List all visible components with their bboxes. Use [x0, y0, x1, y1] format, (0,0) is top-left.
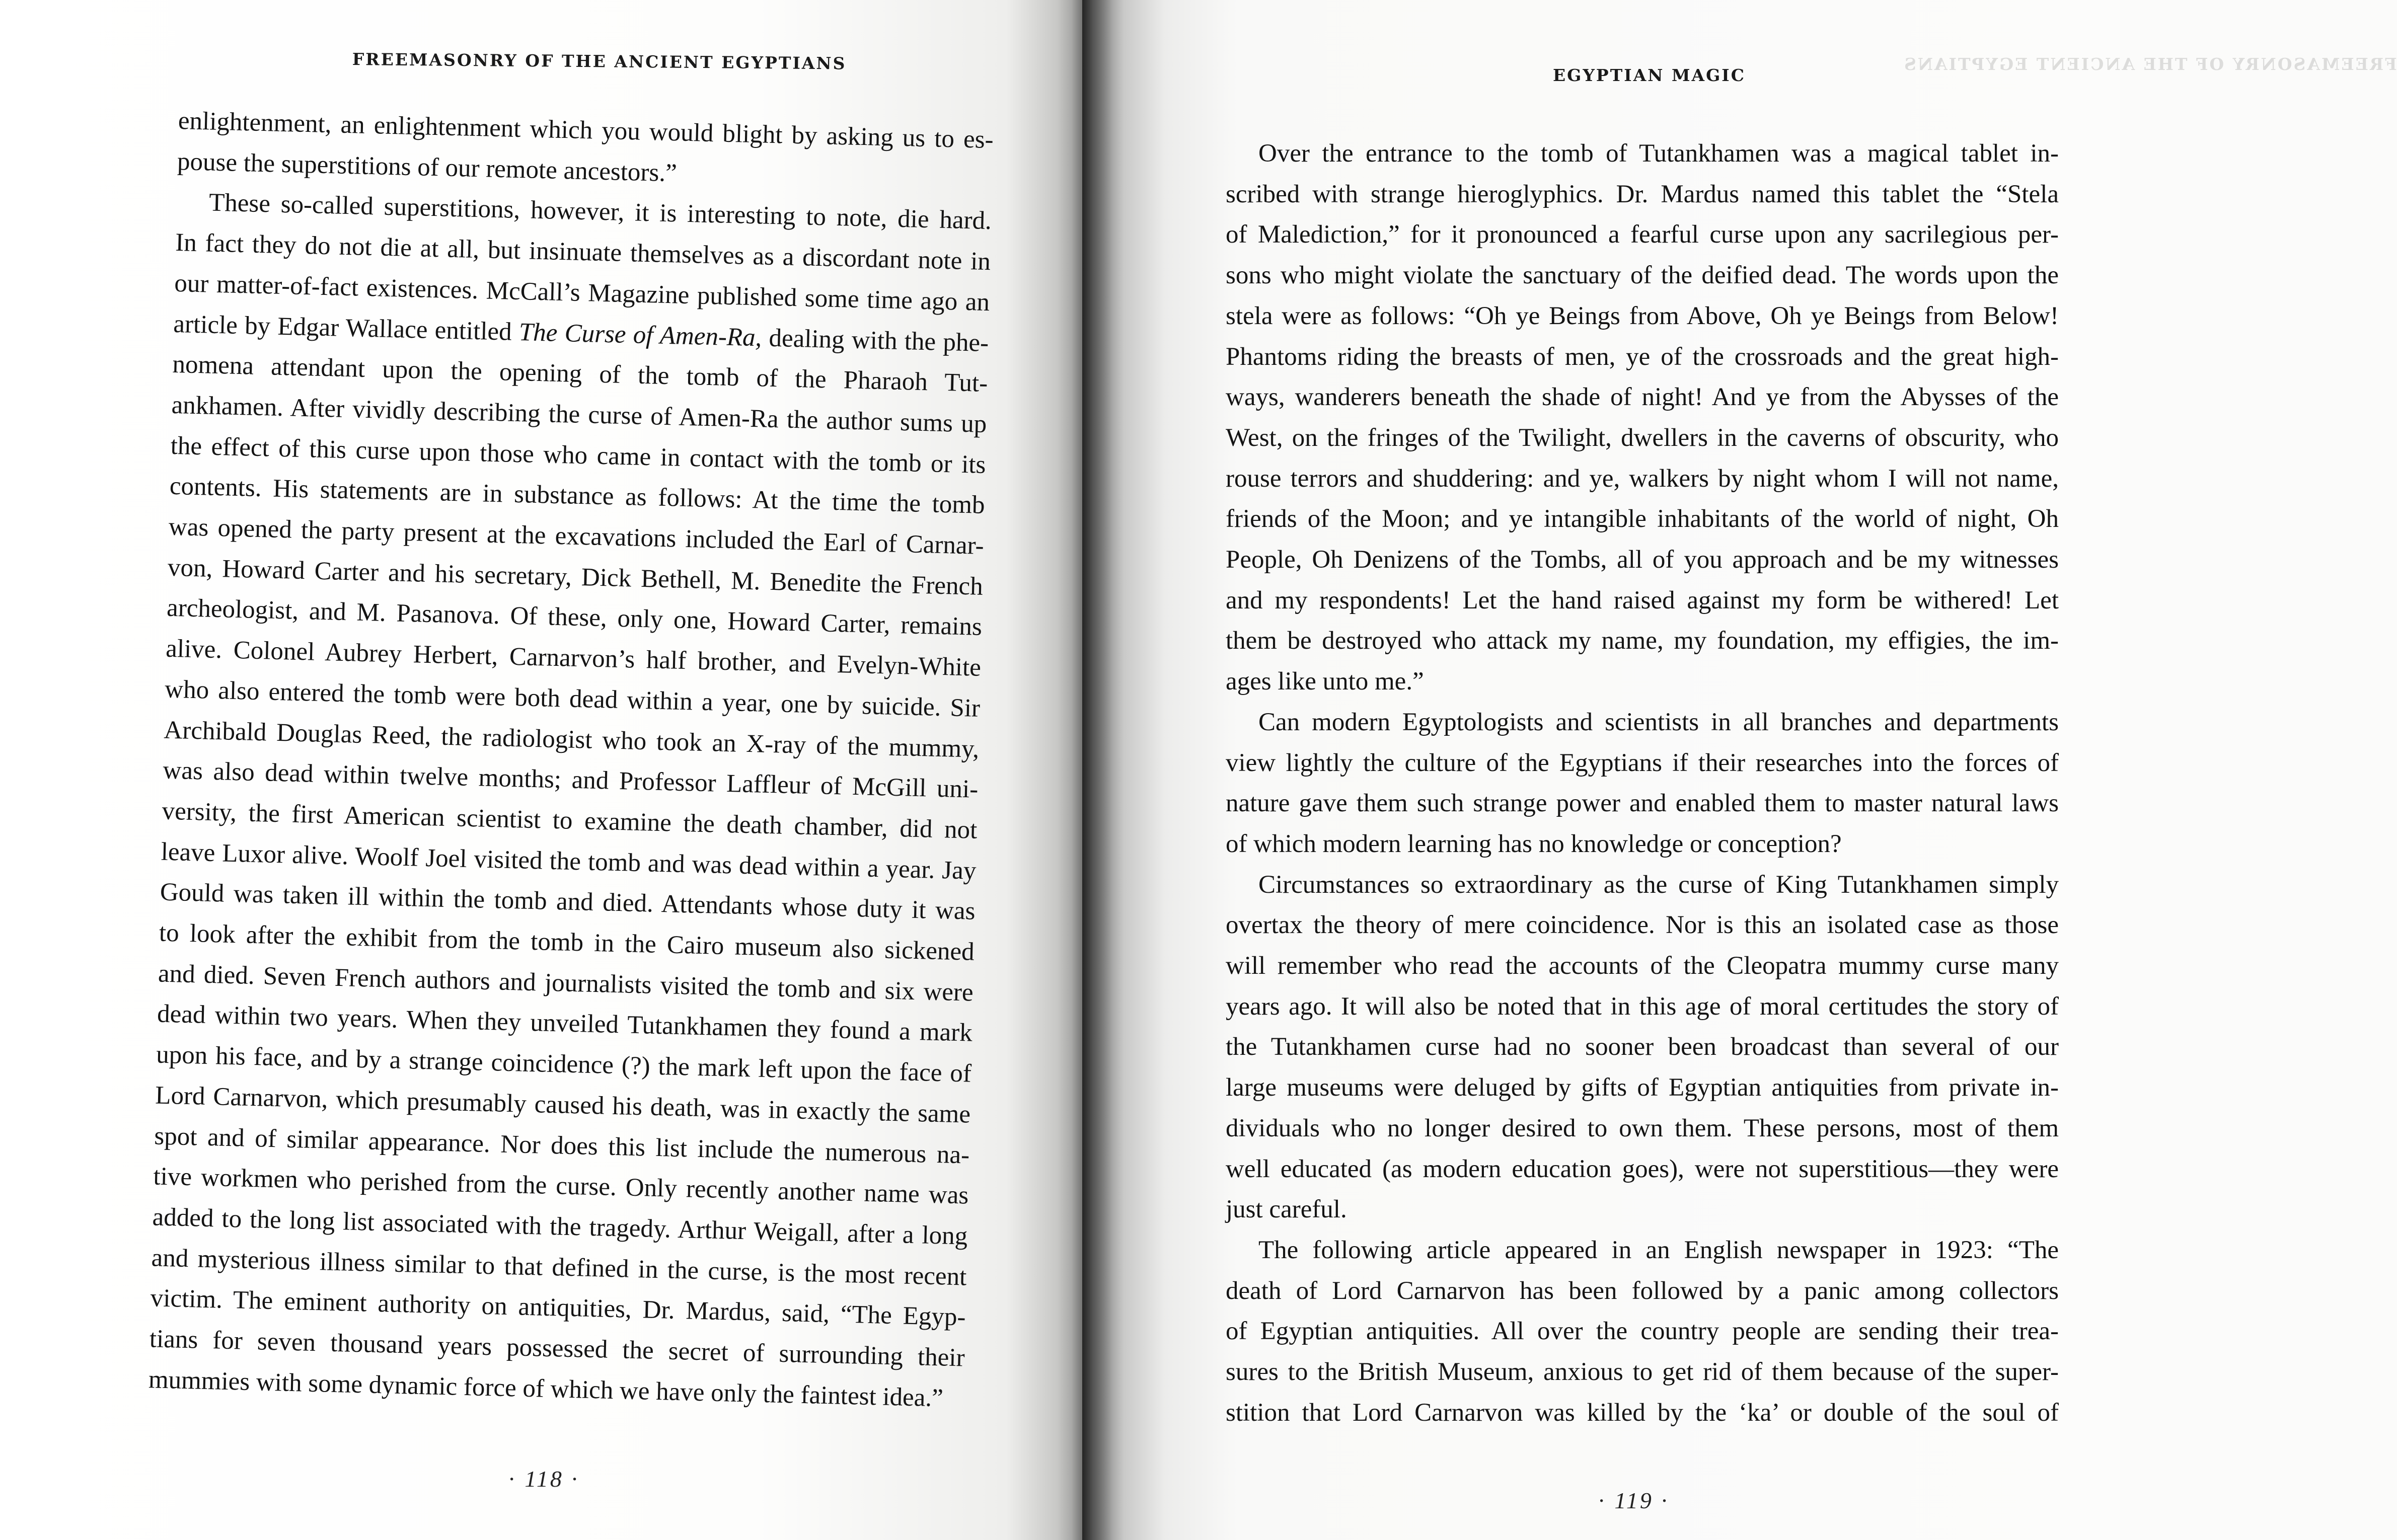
- text-segment: dealing with the phe-: [761, 323, 989, 357]
- text-line: Circumstances so extraordinary as the curse of King Tutankhamen simply: [1258, 870, 2059, 899]
- text-line: These so-called superstitions, however, it is interesting to note, die hard.: [208, 188, 992, 236]
- text-line: ways, wanderers beneath the shade of night! And ye from the Abysses of the: [1226, 383, 2059, 412]
- text-line: death of Lord Carnarvon has been followed by a panic among collectors: [1226, 1276, 2059, 1305]
- text-line: alive. Colonel Aubrey Herbert, Carnarvon’s half brother, and Evelyn-White: [165, 634, 982, 682]
- show-through-head: FREEMASONRY OF THE ANCIENT EGYPTIANS: [1903, 54, 2397, 74]
- text-line: well educated (as modern education goes), were not superstitious—they were: [1226, 1154, 2059, 1183]
- text-line: added to the long list associated with the tragedy. Arthur Weigall, after a long: [152, 1203, 968, 1251]
- text-line: friends of the Moon; and ye intangible inhabitants of the world of night, Oh: [1226, 505, 2059, 533]
- page-number: · 119 ·: [1598, 1488, 1671, 1513]
- page-number-value: 118: [525, 1466, 564, 1492]
- text-line: who also entered the tomb were both dead within a year, one by suicide. Sir: [164, 675, 981, 723]
- text-line: of which modern learning has no knowledge or conception?: [1226, 829, 1842, 858]
- text-line: nature gave them such strange power and enabled them to master natural laws: [1226, 789, 2059, 818]
- text-line: Can modern Egyptologists and scientists in all branches and departments: [1258, 708, 2059, 736]
- text-line: dead within two years. When they unveiled Tutankhamen they found a mark: [157, 999, 973, 1048]
- text-line: them be destroyed who attack my name, my foundation, my effigies, the im-: [1226, 627, 2059, 655]
- text-line: versity, the first American scientist to examine the death chamber, did not: [162, 797, 978, 844]
- right-page: [1082, 0, 2397, 1540]
- text-line: tive workmen who perished from the curse. Only recently another name was: [153, 1162, 969, 1210]
- text-line: dividuals who no longer desired to own them. These persons, most of them: [1226, 1114, 2059, 1142]
- text-line: Archibald Douglas Reed, the radiologist who took an X-ray of the mummy,: [163, 716, 980, 763]
- text-line: and mysterious illness similar to that defined in the curse, is the most recent: [151, 1244, 967, 1291]
- text-line: the effect of this curse upon those who came in contact with the tomb or its: [170, 431, 987, 479]
- text-line: to look after the exhibit from the tomb in the Cairo museum also sickened: [159, 918, 975, 966]
- text-line: victim. The eminent authority on antiquities, Dr. Mardus, said, “The Egyp-: [150, 1284, 966, 1332]
- text-line: tians for seven thousand years possessed the secret of surrounding their: [149, 1325, 965, 1372]
- text-line: West, on the fringes of the Twilight, dwellers in the caverns of obscurity, who: [1226, 423, 2059, 452]
- text-line: leave Luxor alive. Woolf Joel visited the tomb and was dead within a year. Jay: [161, 837, 977, 885]
- text-line: enlightenment, an enlightenment which you would blight by asking us to es-: [178, 106, 994, 155]
- text-line: In fact they do not die at all, but insinuate themselves as a discordant note in: [175, 228, 991, 276]
- text-line: was also dead within twelve months; and Professor Laffleur of McGill uni-: [162, 756, 979, 804]
- text-line: overtax the theory of mere coincidence. Nor is this an isolated case as those: [1226, 911, 2059, 940]
- text-line: of Malediction,” for it pronounced a fearful curse upon any sacrilegious per-: [1226, 220, 2059, 249]
- text-line: large museums were deluged by gifts of Egyptian antiquities from private in-: [1226, 1073, 2059, 1102]
- text-line: archeologist, and M. Pasanova. Of these, only one, Howard Carter, remains: [166, 594, 983, 642]
- text-line: nomena attendant upon the opening of the tomb of the Pharaoh Tut-: [172, 350, 988, 398]
- text-line: and died. Seven French authors and journalists visited the tomb and six were: [158, 959, 974, 1007]
- running-head: FREEMASONRY OF THE ANCIENT EGYPTIANS: [352, 49, 847, 73]
- text-segment: article by Edgar Wallace entitled: [173, 310, 519, 346]
- text-line: stela were as follows: “Oh ye Beings from Above, Oh ye Beings from Below!: [1226, 301, 2059, 330]
- text-line: mummies with some dynamic force of which we have only the faintest idea.”: [148, 1365, 944, 1413]
- text-line: the Tutankhamen curse had no sooner been broadcast than several of our: [1226, 1033, 2059, 1061]
- text-line: and my respondents! Let the hand raised against my form be withered! Let: [1226, 586, 2059, 614]
- text-line: People, Oh Denizens of the Tombs, all of you approach and be my witnesses: [1226, 546, 2059, 574]
- text-line: just careful.: [1226, 1195, 1347, 1224]
- text-line: Gould was taken ill within the tomb and died. Attendants whose duty it was: [160, 878, 976, 926]
- italic-title: The Curse of Amen-Ra,: [518, 318, 762, 352]
- text-line: The following article appeared in an English newspaper in 1923: “The: [1258, 1236, 2059, 1264]
- text-line: view lightly the culture of the Egyptians if their researches into the forces of: [1226, 748, 2059, 777]
- text-line: was opened the party present at the excavations included the Earl of Carnar-: [168, 512, 985, 560]
- text-line: Lord Carnarvon, which presumably caused his death, was in exactly the same: [155, 1081, 971, 1129]
- body-text: [148, 101, 994, 1419]
- text-line: ankhamen. After vividly describing the curse of Amen-Ra the author sums up: [171, 391, 987, 438]
- text-line: spot and of similar appearance. Nor does this list include the numerous na-: [154, 1122, 970, 1170]
- page-number-value: 119: [1614, 1488, 1654, 1513]
- text-line: years ago. It will also be noted that in this age of moral certitudes the story of: [1226, 992, 2059, 1021]
- gutter-shadow: [1082, 0, 1112, 1540]
- text-line: Phantoms riding the breasts of men, ye of the crossroads and the great high-: [1226, 342, 2059, 371]
- text-line: stition that Lord Carnarvon was killed by the ‘ka’ or double of the soul of: [1226, 1398, 2059, 1427]
- text-line: sons who might violate the sanctuary of the deified dead. The words upon the: [1226, 261, 2059, 290]
- text-line: rouse terrors and shuddering: and ye, walkers by night whom I will not name,: [1226, 464, 2059, 493]
- text-line: upon his face, and by a strange coincidence (?) the mark left upon the face of: [156, 1040, 972, 1088]
- text-line: our matter-of-fact existences. McCall’s Magazine published some time ago an: [174, 269, 990, 317]
- left-page: [0, 0, 1082, 1540]
- body-text: [1226, 133, 2059, 1433]
- text-line: pouse the superstitions of our remote ancestors.”: [177, 147, 678, 188]
- running-head: EGYPTIAN MAGIC: [1553, 65, 1746, 85]
- text-line: ages like unto me.”: [1226, 667, 1424, 696]
- page-number: · 118 ·: [508, 1466, 581, 1492]
- text-line: von, Howard Carter and his secretary, Dick Bethell, M. Benedite the French: [167, 553, 984, 601]
- text-line: will remember who read the accounts of the Cleopatra mummy curse many: [1226, 952, 2059, 980]
- text-line: Over the entrance to the tomb of Tutankhamen was a magical tablet in-: [1258, 139, 2059, 168]
- text-line: scribed with strange hieroglyphics. Dr. Mardus named this tablet the “Stela: [1226, 180, 2059, 208]
- text-line: of Egyptian antiquities. All over the country people are sending their trea-: [1226, 1317, 2059, 1346]
- text-line: contents. His statements are in substance as follows: At the time the tomb: [169, 472, 986, 520]
- text-line: sures to the British Museum, anxious to get rid of them because of the super-: [1226, 1358, 2059, 1387]
